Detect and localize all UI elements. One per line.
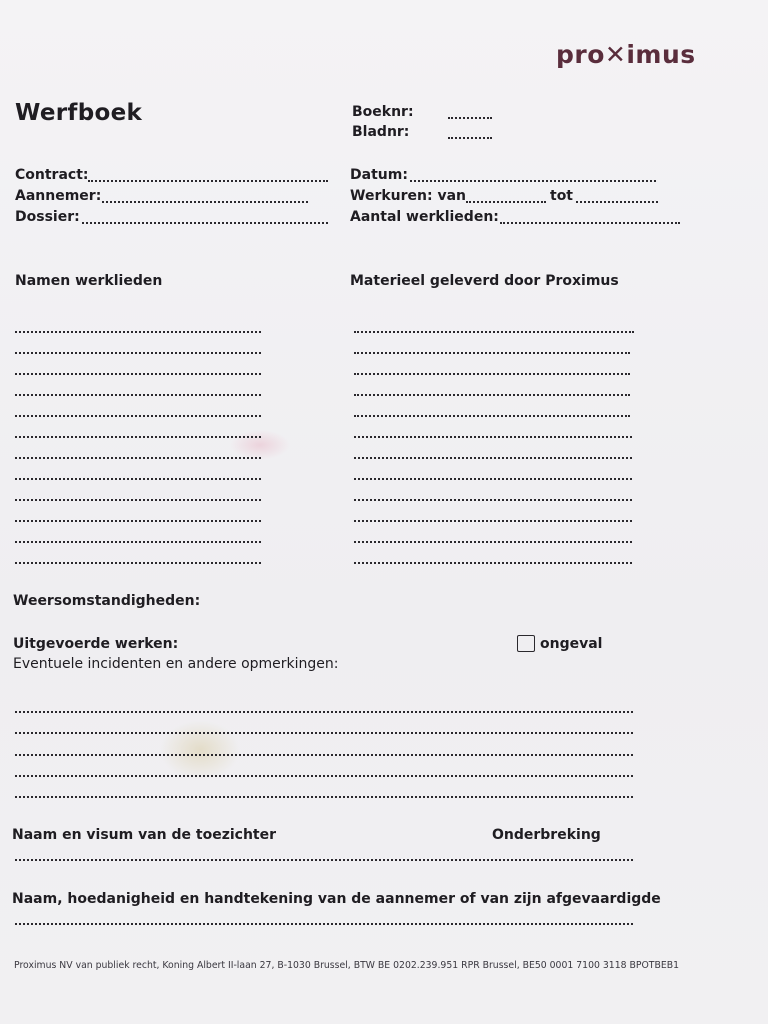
werkuren-label: Werkuren: van [350, 188, 466, 204]
ongeval-label: ongeval [540, 636, 603, 652]
namen-werklieden-heading: Namen werklieden [15, 273, 163, 289]
toezichter-label: Naam en visum van de toezichter [12, 827, 277, 843]
toezichter-signature-line[interactable] [15, 859, 633, 861]
worker-name-line[interactable] [15, 436, 261, 438]
material-line[interactable] [354, 457, 632, 459]
weersomstandigheden-label: Weersomstandigheden: [13, 593, 201, 609]
aannemer-label: Aannemer: [15, 188, 102, 204]
worker-name-line[interactable] [15, 394, 261, 396]
material-line[interactable] [354, 478, 632, 480]
page-title: Werfboek [15, 100, 143, 126]
logo-text: pro [556, 40, 605, 69]
worker-name-line[interactable] [15, 373, 261, 375]
uitgevoerde-werken-label: Uitgevoerde werken: [13, 636, 179, 652]
aantal-werklieden-field[interactable] [500, 222, 680, 224]
aannemer-signature-line[interactable] [15, 923, 633, 925]
tot-label: tot [550, 188, 574, 204]
werkuren-tot-field[interactable] [576, 201, 658, 203]
aannemer-field[interactable] [102, 201, 308, 203]
boeknr-field[interactable] [448, 117, 492, 119]
onderbreking-label: Onderbreking [492, 827, 601, 843]
remarks-line[interactable] [15, 711, 633, 713]
paper-stain [230, 430, 290, 460]
worker-name-line[interactable] [15, 541, 261, 543]
dossier-label: Dossier: [15, 209, 80, 225]
company-footer: Proximus NV van publiek recht, Koning Albert II-laan 27, B-1030 Brussel, BTW BE 0202.239.951 RPR Brussel, BE50 0001 7100 3118 BPOTBEB1 [14, 960, 680, 971]
contract-field[interactable] [88, 180, 328, 182]
material-line[interactable] [354, 331, 634, 333]
worker-name-line[interactable] [15, 499, 261, 501]
contract-label: Contract: [15, 167, 89, 183]
datum-label: Datum: [350, 167, 408, 183]
logo-text: imus [626, 40, 696, 69]
worker-name-line[interactable] [15, 478, 261, 480]
material-line[interactable] [354, 436, 632, 438]
datum-field[interactable] [410, 180, 656, 182]
remarks-line[interactable] [15, 796, 633, 798]
bladnr-label: Bladnr: [352, 124, 410, 140]
material-line[interactable] [354, 499, 632, 501]
worker-name-line[interactable] [15, 415, 261, 417]
material-line[interactable] [354, 352, 630, 354]
logo-mark-icon: ✕ [604, 40, 627, 69]
material-line[interactable] [354, 415, 630, 417]
incidenten-label: Eventuele incidenten en andere opmerkingen: [13, 656, 339, 672]
worker-name-line[interactable] [15, 331, 261, 333]
aantal-werklieden-label: Aantal werklieden: [350, 209, 499, 225]
worker-name-line[interactable] [15, 520, 261, 522]
ongeval-checkbox[interactable] [517, 635, 535, 652]
boeknr-label: Boeknr: [352, 104, 414, 120]
remarks-line[interactable] [15, 754, 633, 756]
material-line[interactable] [354, 520, 632, 522]
material-line[interactable] [354, 373, 630, 375]
material-line[interactable] [354, 394, 630, 396]
material-line[interactable] [354, 541, 632, 543]
werkuren-van-field[interactable] [466, 201, 546, 203]
remarks-line[interactable] [15, 732, 633, 734]
aannemer-signature-label: Naam, hoedanigheid en handtekening van de aannemer of van zijn afgevaardigde [12, 891, 661, 907]
material-line[interactable] [354, 562, 632, 564]
paper-stain [160, 720, 240, 780]
dossier-field[interactable] [82, 222, 328, 224]
proximus-logo [556, 40, 696, 69]
materieel-heading: Materieel geleverd door Proximus [350, 273, 619, 289]
worker-name-line[interactable] [15, 562, 261, 564]
worker-name-line[interactable] [15, 352, 261, 354]
remarks-line[interactable] [15, 775, 633, 777]
worker-name-line[interactable] [15, 457, 261, 459]
bladnr-field[interactable] [448, 137, 492, 139]
